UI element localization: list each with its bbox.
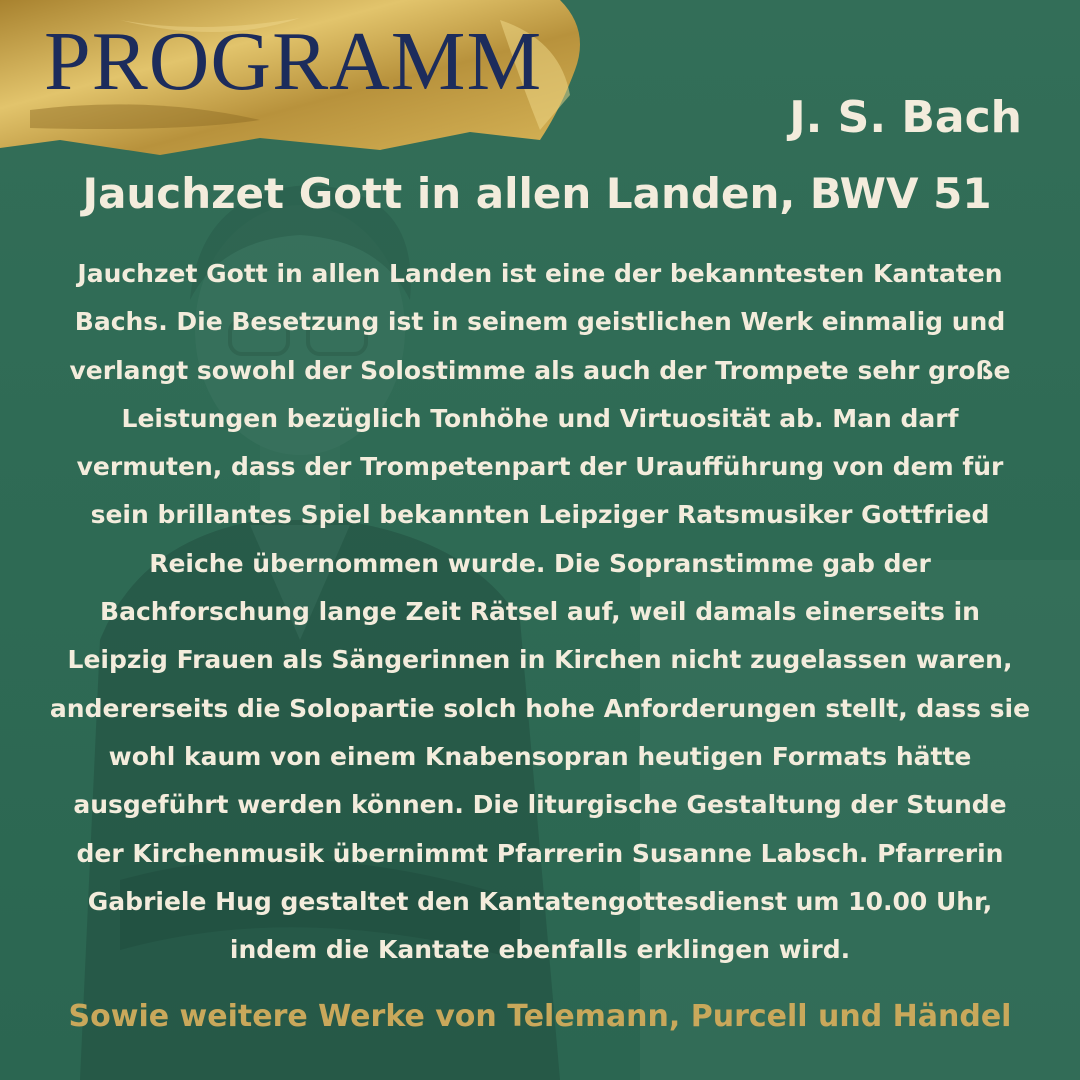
program-title: PROGRAMM <box>44 15 543 108</box>
description-line: Gabriele Hug gestaltet den Kantatengottesdienst um 10.00 Uhr, <box>87 886 993 916</box>
description-line: sein brillantes Spiel bekannten Leipziger Ratsmusiker Gottfried <box>90 500 990 530</box>
description-line: Leistungen bezüglich Tonhöhe und Virtuosität ab. Man darf <box>121 403 959 433</box>
description-line: Bachforschung lange Zeit Rätsel auf, weil damals einerseits in <box>100 597 980 627</box>
composer-name: J. S. Bach <box>789 92 1022 143</box>
description-text <box>0 250 1080 974</box>
description-line: Bachs. Die Besetzung ist in seinem geistlichen Werk einmalig und <box>74 307 1006 337</box>
description-line: verlangt sowohl der Solostimme als auch der Trompete sehr große <box>69 355 1011 385</box>
description-line: indem die Kantate ebenfalls erklingen wird. <box>229 935 851 965</box>
description-line: wohl kaum von einem Knabensopran heutigen Formats hätte <box>108 741 972 771</box>
further-works-line: Sowie weitere Werke von Telemann, Purcell und Händel <box>68 999 1012 1034</box>
description-line: Jauchzet Gott in allen Landen ist eine der bekanntesten Kantaten <box>77 259 1003 288</box>
description-line: der Kirchenmusik übernimmt Pfarrerin Susanne Labsch. Pfarrerin <box>76 838 1004 868</box>
work-title: Jauchzet Gott in allen Landen, BWV 51 <box>82 169 992 218</box>
description-line: Reiche übernommen wurde. Die Sopranstimme gab der <box>149 548 931 578</box>
description-line: vermuten, dass der Trompetenpart der Uraufführung von dem für <box>76 452 1004 482</box>
description-line: ausgeführt werden können. Die liturgische Gestaltung der Stunde <box>73 790 1007 820</box>
description-line: andererseits die Solopartie solch hohe Anforderungen stellt, dass sie <box>49 693 1031 723</box>
description-line: Leipzig Frauen als Sängerinnen in Kirchen nicht zugelassen waren, <box>67 645 1013 675</box>
